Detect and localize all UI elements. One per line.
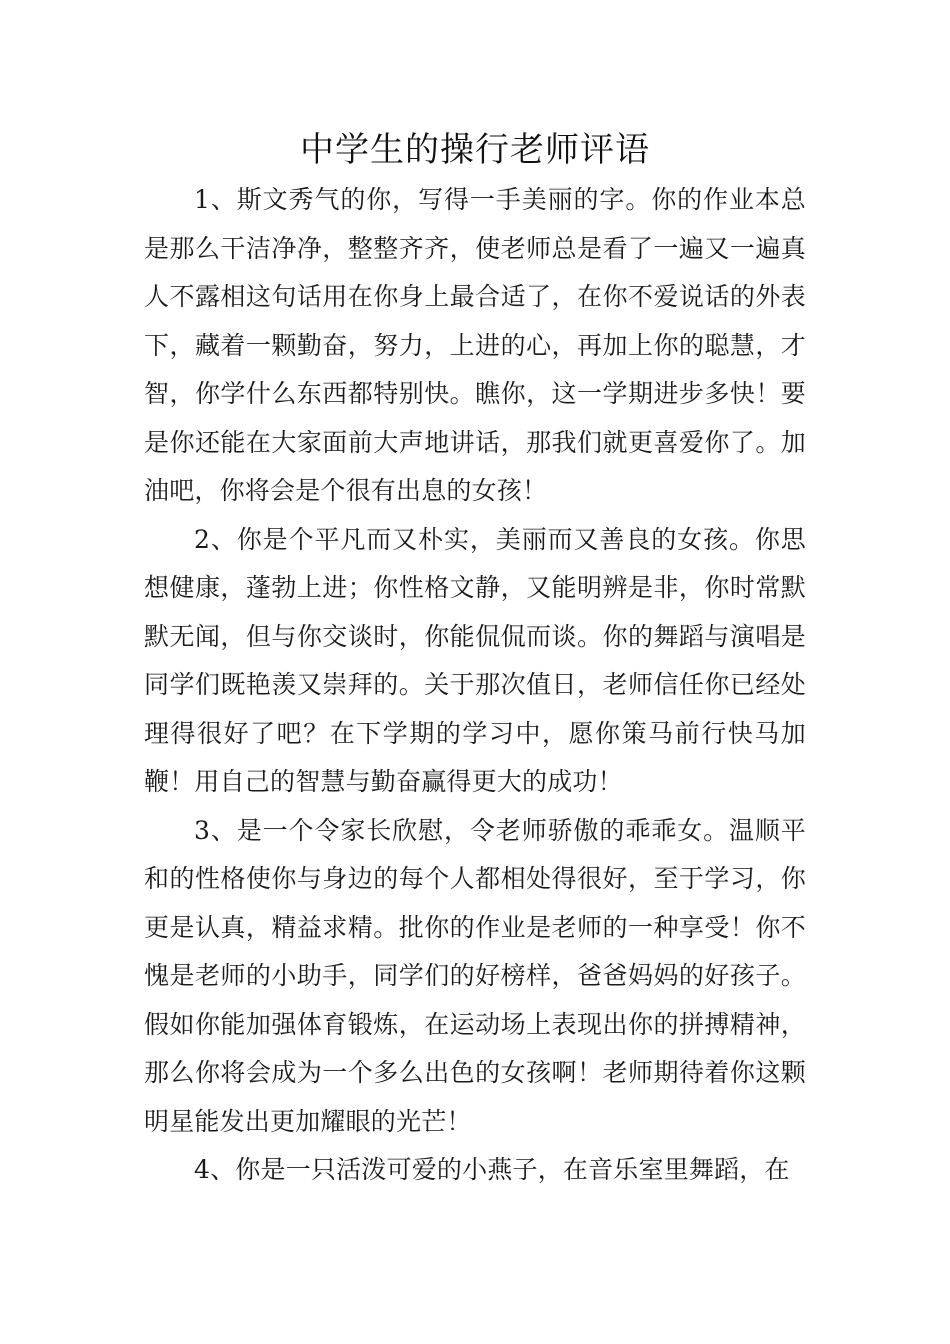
paragraph-2: 2、你是个平凡而又朴实，美丽而又善良的女孩。你思想健康，蓬勃上进；你性格文静，又能明辨是非，你时常默默无闻，但与你交谈时，你能侃侃而谈。你的舞蹈与演唱是同学们既艳羡又崇拜的。关于那次值日，老师信任你已经处理得很好了吧？在下学期的学习中，愿你策马前行快马加鞭！用自己的智慧与勤奋赢得更大的成功！ [144, 524, 806, 796]
document-body [144, 176, 806, 1195]
paragraph-3: 3、是一个令家长欣慰，令老师骄傲的乖乖女。温顺平和的性格使你与身边的每个人都相处得很好，至于学习，你更是认真，精益求精。批你的作业是老师的一种享受！你不愧是老师的小助手，同学们的好榜样，爸爸妈妈的好孩子。假如你能加强体育锻炼，在运动场上表现出你的拼搏精神，那么你将会成为一个多么出色的女孩啊！老师期待着你这颗明星能发出更加耀眼的光芒！ [144, 815, 806, 1136]
paragraph-1: 1、斯文秀气的你，写得一手美丽的字。你的作业本总是那么干洁净净，整整齐齐，使老师总是看了一遍又一遍真人不露相这句话用在你身上最合适了，在你不爱说话的外表下，藏着一颗勤奋，努力，上进的心，再加上你的聪慧，才智，你学什么东西都特别快。瞧你，这一学期进步多快！要是你还能在大家面前大声地讲话，那我们就更喜爱你了。加油吧，你将会是个很有出息的女孩！ [144, 185, 806, 505]
paragraph-4: 4、你是一只活泼可爱的小燕子，在音乐室里舞蹈，在 [194, 1155, 790, 1184]
document-title: 中学生的操行老师评语 [300, 130, 650, 170]
